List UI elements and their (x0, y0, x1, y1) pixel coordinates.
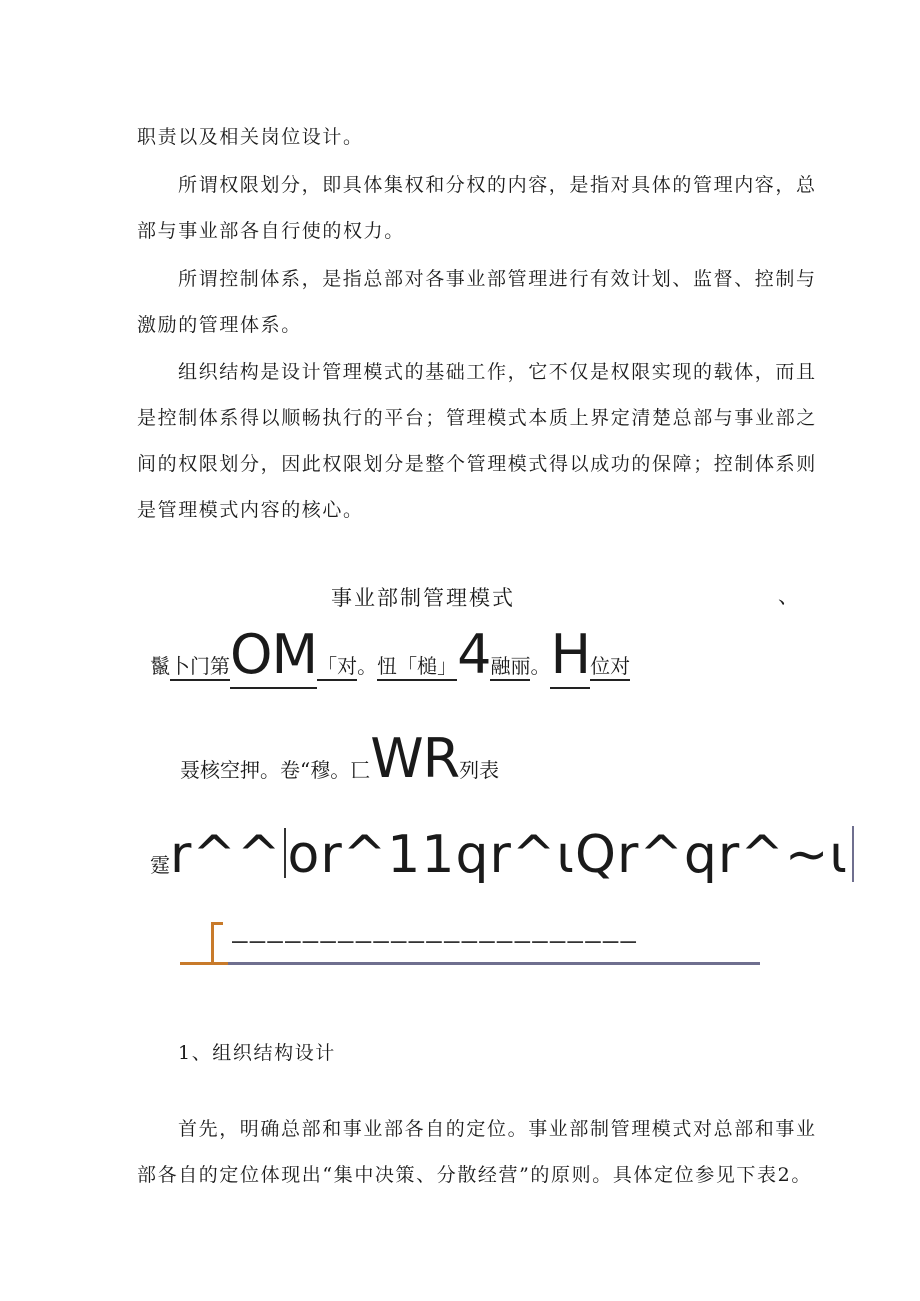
garbled-fragment: OM (230, 623, 317, 689)
garbled-fragment: H (550, 623, 590, 689)
section-heading: 事业部制管理模式 (331, 586, 515, 610)
paragraph-4-line-3: 间的权限划分，因此权限划分是整个管理模式得以成功的保障；控制体系则 (137, 453, 817, 475)
garbled-fragment: 。 (530, 654, 551, 678)
garbled-fragment: r^^ (170, 825, 282, 885)
garbled-fragment: 位对 (590, 654, 630, 681)
paragraph-5-line-2: 部各自的定位体现出“集中决策、分散经营”的原则。具体定位参见下表2。 (137, 1164, 812, 1186)
paragraph-3-line-2: 激励的管理体系。 (137, 314, 302, 336)
paragraph-2-line-2: 部与事业部各自行使的权力。 (137, 220, 405, 242)
paragraph-2-line-1: 所谓权限划分，即具体集权和分权的内容，是指对具体的管理内容，总 (178, 174, 817, 196)
garbled-fragment: 卜门第 (170, 654, 230, 681)
paragraph-1-line-1: 职责以及相关岗位设计。 (137, 126, 364, 148)
paragraph-4-line-4: 是管理模式内容的核心。 (137, 499, 364, 521)
paragraph-3-line-1: 所谓控制体系，是指总部对各事业部管理进行有效计划、监督、控制与 (178, 268, 817, 290)
garbled-fragment: 。 (357, 654, 378, 678)
dashed-line: ——————————————————————— (232, 926, 639, 956)
figure-garbled-row-2 (180, 727, 500, 790)
paragraph-5-line-1: 首先，明确总部和事业部各自的定位。事业部制管理模式对总部和事业 (178, 1118, 817, 1140)
garbled-fragment: 融丽 (490, 654, 530, 681)
orange-bracket-vertical (211, 922, 214, 964)
paragraph-4-line-1: 组织结构是设计管理模式的基础工作，它不仅是权限实现的载体，而且 (178, 361, 817, 383)
figure-base-line (228, 962, 760, 965)
figure-garbled-row-3 (150, 825, 854, 885)
orange-bracket-base (180, 962, 230, 965)
garbled-fragment: 4 (457, 623, 491, 686)
garbled-fragment: 聂核空押。卷“穆。匸 (180, 758, 371, 782)
vertical-rule (852, 826, 854, 882)
garbled-fragment: 鬣 (150, 654, 170, 678)
paragraph-4-line-2: 是控制体系得以顺畅执行的平台；管理模式本质上界定清楚总部与事业部之 (137, 407, 817, 429)
garbled-fragment: 「对 (317, 654, 357, 681)
garbled-fragment: or^11qr^ιQr^qr^~ι (287, 825, 849, 885)
garbled-fragment: 霆 (150, 853, 170, 877)
figure-garbled-row-1 (150, 623, 631, 686)
garbled-fragment: 列表 (459, 758, 500, 782)
garbled-fragment: WR (370, 727, 460, 790)
section-title: 1、组织结构设计 (178, 1042, 336, 1064)
garbled-fragment: 忸「槌」 (377, 654, 457, 681)
heading-mark: 、 (778, 584, 799, 608)
vertical-rule (284, 828, 286, 878)
